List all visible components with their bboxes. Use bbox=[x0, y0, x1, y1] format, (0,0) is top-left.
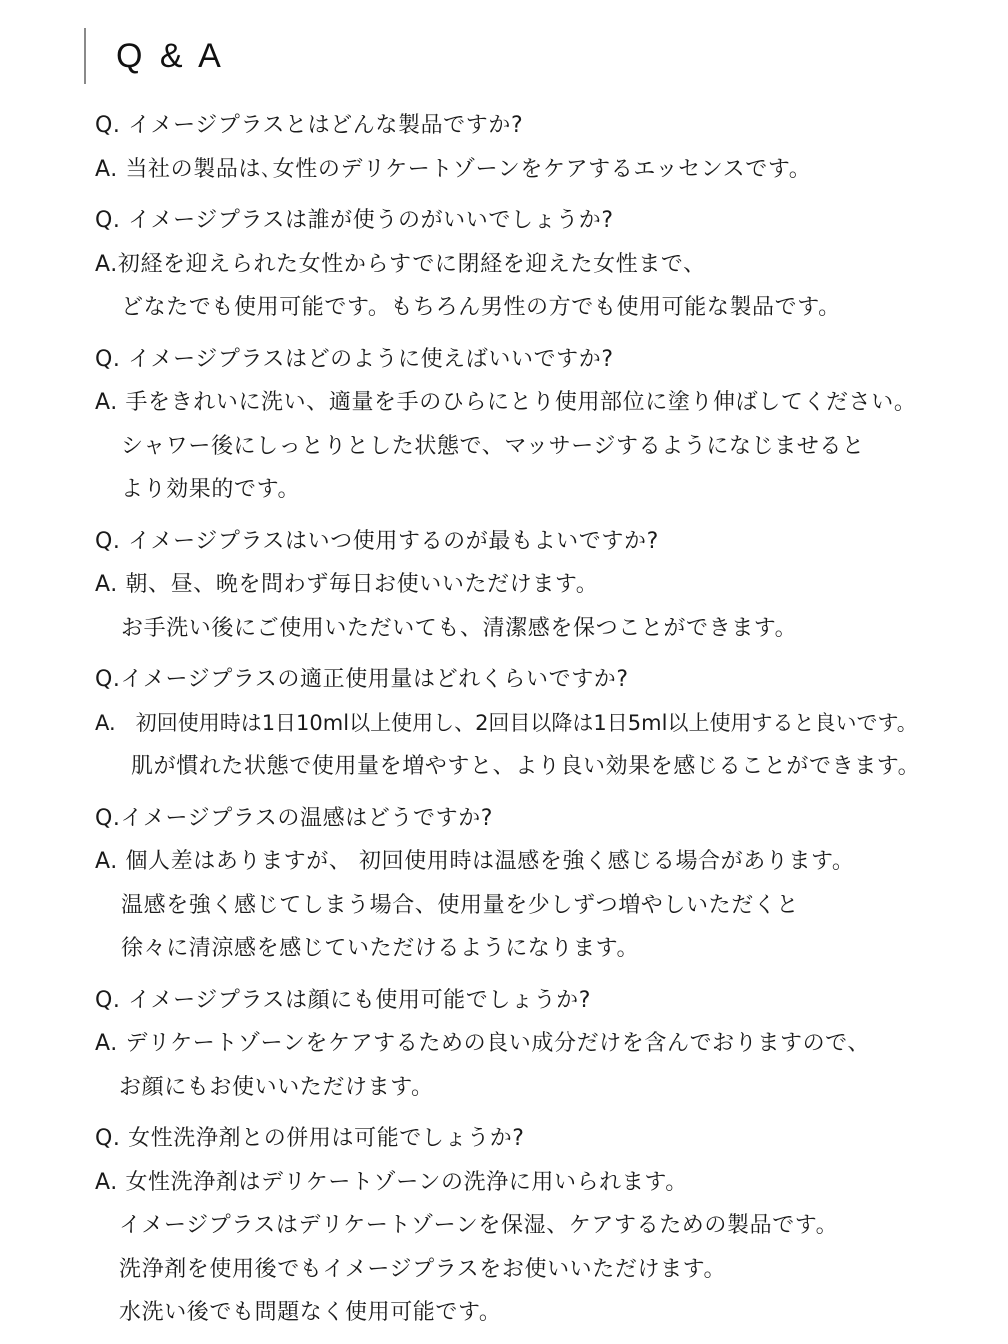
question-text: Q. 女性洗浄剤との併用は可能でしょうか? bbox=[95, 1126, 525, 1151]
question-text: Q.イメージプラスの温感はどうですか? bbox=[95, 805, 494, 831]
qa-item bbox=[95, 199, 995, 330]
question-text: Q. イメージプラスはいつ使用するのが最もよいですか? bbox=[95, 528, 659, 554]
qa-item bbox=[95, 338, 995, 512]
question-text: Q. イメージプラスは顔にも使用可能でしょうか? bbox=[95, 987, 592, 1013]
question-text: Q. イメージプラスは誰が使うのがいいでしょうか? bbox=[95, 208, 614, 233]
qa-item bbox=[95, 979, 995, 1110]
qa-item bbox=[95, 1117, 995, 1335]
qa-item bbox=[95, 658, 995, 789]
answer-text: 洗浄剤を使用後でもイメージプラスをお使いいただけます。 bbox=[119, 1256, 727, 1282]
question-text: Q. イメージプラスはどのように使えばいいですか? bbox=[95, 346, 614, 372]
question-text: Q. イメージプラスとはどんな製品ですか? bbox=[95, 113, 524, 138]
answer-text: A. 朝、昼、晩を問わず毎日お使いいただけます。 bbox=[95, 572, 599, 597]
qa-item bbox=[95, 797, 995, 971]
answer-text: 徐々に清涼感を感じていただけるようになります。 bbox=[121, 936, 640, 961]
page-title: Q & A bbox=[116, 36, 225, 75]
answer-text: より効果的です。 bbox=[121, 477, 301, 502]
answer-text: お顔にもお使いいただけます。 bbox=[119, 1074, 434, 1100]
answer-text: A. デリケートゾーンをケアするための良い成分だけを含んでおりますので、 bbox=[95, 1031, 870, 1056]
question-text: Q.イメージプラスの適正使用量はどれくらいですか? bbox=[95, 667, 629, 692]
title-section bbox=[84, 28, 225, 84]
answer-text: お手洗い後にご使用いただいても、清潔感を保つことができます。 bbox=[121, 615, 798, 641]
qa-list bbox=[95, 104, 995, 1343]
answer-text: A.初経を迎えられた女性からすでに閉経を迎えた女性まで、 bbox=[95, 251, 706, 277]
answer-text: どなたでも使用可能です。もちろん男性の方でも使用可能な製品です。 bbox=[121, 295, 841, 320]
answer-text: 温感を強く感じてしまう場合、使用量を少しずつ増やしいただくと bbox=[121, 892, 800, 918]
answer-text: 肌が慣れた状態で使用量を増やすと、より良い効果を感じることができます。 bbox=[131, 754, 921, 779]
answer-text: A. 個人差はありますが、 初回使用時は温感を強く感じる場合があります。 bbox=[95, 849, 855, 874]
answer-text: 水洗い後でも問題なく使用可能です。 bbox=[119, 1300, 502, 1325]
answer-text: A. 女性洗浄剤はデリケートゾーンの洗浄に用いられます。 bbox=[95, 1169, 688, 1195]
answer-text: A. 初回使用時は1日10ml以上使用し、2回目以降は1日5ml以上使用すると良いです。 bbox=[95, 710, 918, 735]
qa-item bbox=[95, 520, 995, 651]
answer-text: イメージプラスはデリケートゾーンを保湿、ケアするための製品です。 bbox=[119, 1213, 839, 1238]
qa-item bbox=[95, 104, 995, 191]
answer-text: シャワー後にしっとりとした状態で、マッサージするようになじませると bbox=[121, 433, 865, 459]
answer-text: A. 手をきれいに洗い、適量を手のひらにとり使用部位に塗り伸ばしてください。 bbox=[95, 390, 917, 415]
answer-text: A. 当社の製品は､女性のデリケートゾーンをケアするエッセンスです。 bbox=[95, 156, 812, 182]
